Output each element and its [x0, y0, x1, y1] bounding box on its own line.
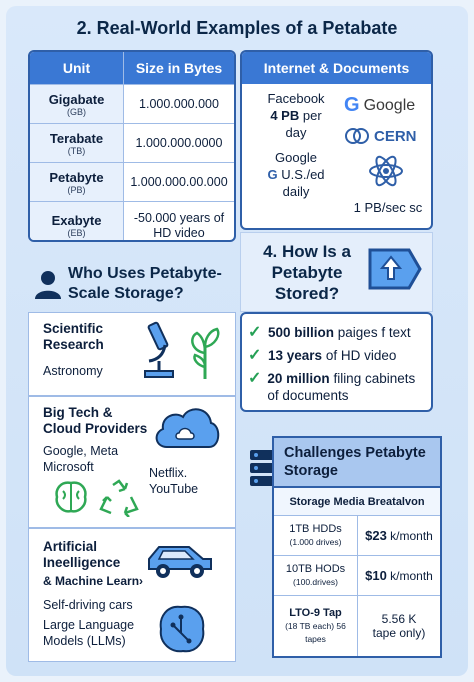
unit-abbr: (TB) [67, 145, 86, 156]
units-header-unit: Unit [30, 52, 124, 84]
sector-sub: Self-driving cars [43, 598, 133, 612]
media-detail: (100.drives) [293, 576, 338, 587]
media-detail: (1.000 drives) [289, 536, 342, 547]
unit-name: Gigabate [48, 91, 105, 107]
unit-name: Terabate [49, 130, 104, 146]
list-item [242, 324, 431, 341]
stat-desc: filing cabinets of documents [267, 371, 416, 403]
stat-desc: paiges f text [334, 325, 411, 340]
cern-icon [344, 127, 370, 145]
recycle-icon [99, 479, 139, 517]
sector-sub: Netflix. YouTube [149, 466, 199, 496]
challenges-title: Challenges Petabyte Storage [272, 436, 442, 486]
google-logo-icon: G [344, 94, 360, 116]
internet-header: Internet & Documents [242, 52, 431, 84]
table-row [30, 201, 234, 242]
media-name: 10TB HODs [285, 562, 346, 575]
table-row [274, 516, 440, 556]
challenges-section [248, 436, 443, 658]
stat-value: 20 million [267, 371, 330, 386]
facebook-period: day [285, 125, 307, 140]
unit-abbr: (EB) [67, 228, 86, 238]
unit-size: 1.000.000.000 [139, 96, 219, 111]
media-cost-unit: k/month [386, 568, 433, 583]
sector-title-2: & Machine Learn› [43, 574, 144, 588]
check-icon: ✓ [248, 370, 262, 387]
media-cost-unit: k/month [386, 528, 433, 543]
google-logo-text: Google [363, 96, 416, 114]
google-period: daily [282, 184, 310, 199]
stat-value: 500 billion [268, 325, 335, 340]
media-name: LTO-9 Tap [289, 606, 342, 619]
check-icon: ✓ [248, 347, 262, 364]
table-row [30, 123, 234, 162]
facebook-per: per [302, 108, 322, 123]
google-label: Google [275, 150, 317, 165]
check-icon: ✓ [248, 324, 262, 341]
media-name: 1TB HDDs [289, 522, 342, 535]
sector-sub: Large Language Models (LLMs) [43, 618, 135, 648]
sector-title: Scientific Research [43, 321, 104, 352]
media-cost: $23 [365, 527, 387, 543]
stat-value: 13 years [268, 348, 323, 363]
google-usage: U.S./ed [281, 167, 325, 182]
stat-desc: of HD video [322, 348, 397, 363]
facebook-label: Facebook [267, 91, 325, 106]
sector-title: Big Tech & Cloud Providers [43, 405, 148, 436]
media-cost: 5.56 K [381, 612, 417, 626]
brain-icon [53, 479, 89, 515]
challenges-subheader: Storage Media Breatalvon [274, 488, 440, 516]
how-stored-section [240, 232, 433, 312]
unit-name: Exabyte [51, 213, 102, 228]
facebook-amount: 4 PB [270, 108, 300, 123]
sector-title: Artificial Ineelligence [43, 539, 121, 570]
unit-size: -50.000 years of HD video [133, 210, 225, 240]
table-row [30, 84, 234, 123]
sector-artificial-intelligence [28, 528, 236, 662]
google-g-icon: G [267, 167, 278, 182]
unit-size: 1.000.000.00.000 [130, 174, 228, 189]
how-stored-title: 4. How Is a Petabyte Stored? [263, 242, 351, 303]
units-table [28, 50, 236, 242]
storage-equivalents-card [240, 312, 433, 412]
person-icon [34, 270, 62, 300]
sector-big-tech [28, 396, 236, 528]
list-item [242, 370, 431, 404]
unit-abbr: (PB) [67, 184, 86, 195]
media-cost: $10 [365, 567, 387, 583]
challenges-table [272, 486, 442, 658]
neural-brain-icon [153, 601, 209, 657]
media-detail: (18 TB each) 56 tapes [285, 620, 346, 644]
unit-abbr: (GB) [67, 106, 86, 117]
cern-logo-text: CERN [374, 127, 417, 145]
media-cost-unit: tape only) [372, 626, 426, 640]
table-row [30, 162, 234, 201]
table-row [274, 596, 440, 656]
plant-icon [185, 325, 225, 381]
unit-name: Petabyte [49, 169, 104, 185]
list-item [242, 347, 431, 364]
page-title: 2. Real-World Examples of a Petabate [76, 18, 398, 38]
sector-sub: Astronomy [43, 364, 103, 378]
who-uses-title: Who Uses Petabyte-Scale Storage? [68, 265, 222, 302]
atom-icon [366, 151, 406, 191]
sector-sub: Google, Meta Microsoft [43, 444, 119, 474]
internet-documents-card [240, 50, 433, 230]
unit-size: 1.000.000.0000 [135, 135, 223, 150]
cloud-icon [151, 403, 223, 453]
car-icon [145, 539, 215, 583]
upload-storage-icon [367, 247, 423, 291]
who-uses-heading [28, 262, 236, 310]
units-header-size: Size in Bytes [135, 60, 223, 76]
sector-scientific-research [28, 312, 236, 396]
table-row [274, 556, 440, 596]
data-rate-text: 1 PB/sec sc [353, 200, 423, 215]
microscope-icon [139, 321, 179, 381]
